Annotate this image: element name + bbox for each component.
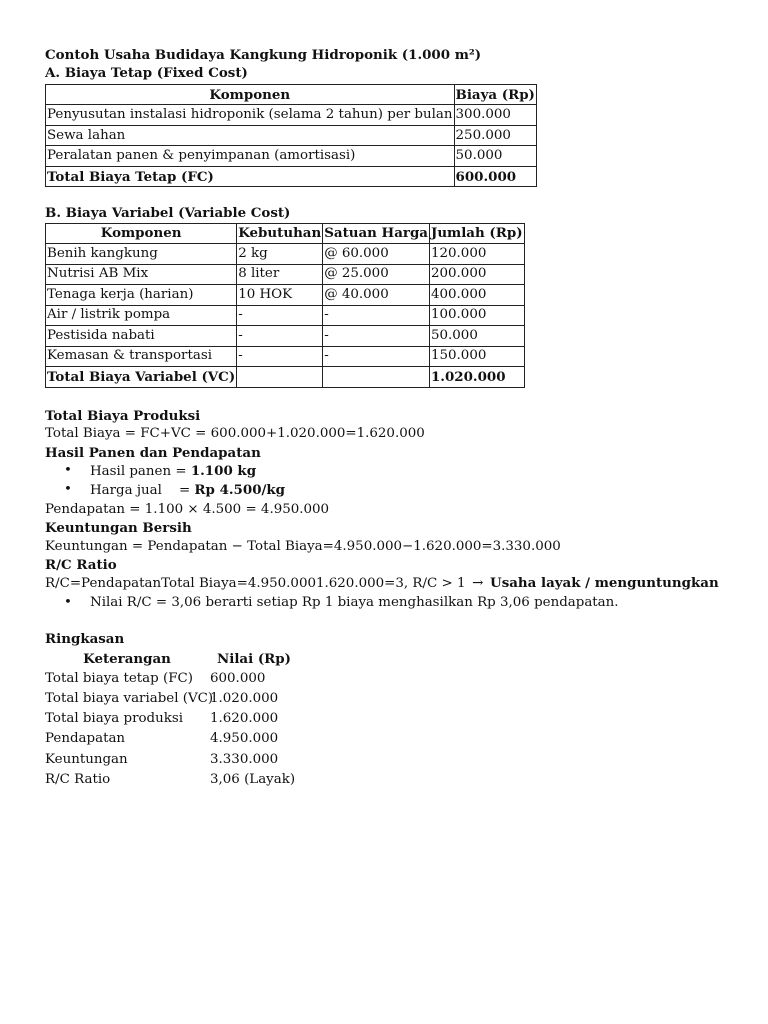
table-cell: - xyxy=(323,326,430,347)
summary-row xyxy=(45,770,735,790)
table-cell: - xyxy=(323,305,430,326)
rc-note-list xyxy=(45,594,735,612)
summary-label: R/C Ratio xyxy=(45,771,111,787)
table-row xyxy=(46,326,525,347)
profit-formula: Keuntungan = Pendapatan − Total Biaya=4.950.000−1.620.000=3.330.000 xyxy=(45,538,561,554)
production-cost-formula: Total Biaya = FC+VC = 600.000+1.020.000=1.620.000 xyxy=(45,426,425,442)
table-cell: - xyxy=(323,346,430,367)
column-header: Nilai (Rp) xyxy=(217,650,292,667)
table-cell: Air / listrik pompa xyxy=(46,305,237,326)
table-cell: 600.000 xyxy=(454,166,536,187)
table-row xyxy=(46,125,537,146)
fixed-cost-table xyxy=(45,84,537,188)
variable-cost-heading: B. Biaya Variabel (Variable Cost) xyxy=(45,205,291,222)
table-cell: Benih kangkung xyxy=(46,244,237,265)
column-header: Satuan Harga xyxy=(323,223,430,244)
column-header: Keterangan xyxy=(83,650,171,667)
summary-label: Total biaya tetap (FC) xyxy=(45,670,193,686)
table-cell: @ 40.000 xyxy=(323,285,430,306)
summary-row xyxy=(45,669,735,689)
summary-label: Total biaya variabel (VC) xyxy=(45,690,214,706)
yield-label: Hasil panen = xyxy=(90,463,191,479)
harvest-heading: Hasil Panen dan Pendapatan xyxy=(45,444,261,461)
table-cell: - xyxy=(237,305,323,326)
rc-ratio-verdict: Usaha layak / menguntungkan xyxy=(490,575,719,592)
summary-row xyxy=(45,689,735,709)
table-cell: Peralatan panen & penyimpanan (amortisasi) xyxy=(46,146,455,167)
table-header-row xyxy=(46,223,525,244)
summary-table xyxy=(45,649,735,790)
table-cell: Kemasan & transportasi xyxy=(46,346,237,367)
table-cell: 400.000 xyxy=(429,285,524,306)
summary-value: 4.950.000 xyxy=(210,731,279,747)
rc-ratio-formula: R/C=PendapatanTotal Biaya=4.950.0001.620.000=3, R/C > 1 xyxy=(45,576,466,592)
summary-value: 1.020.000 xyxy=(210,690,279,706)
column-header: Jumlah (Rp) xyxy=(429,223,524,244)
table-row xyxy=(46,346,525,367)
table-row xyxy=(46,244,525,265)
summary-value: 3.330.000 xyxy=(210,751,279,767)
table-cell: Nutrisi AB Mix xyxy=(46,264,237,285)
table-cell: 1.020.000 xyxy=(429,367,524,388)
table-cell xyxy=(323,367,430,388)
table-row xyxy=(46,264,525,285)
table-header-row xyxy=(46,84,537,105)
table-cell xyxy=(237,367,323,388)
summary-value: 3,06 (Layak) xyxy=(210,771,296,787)
table-cell: Tenaga kerja (harian) xyxy=(46,285,237,306)
arrow-right-icon: → xyxy=(472,576,484,592)
summary-row xyxy=(45,709,735,729)
rc-ratio-heading: R/C Ratio xyxy=(45,556,117,573)
list-item xyxy=(45,481,735,500)
table-cell: - xyxy=(237,326,323,347)
summary-heading: Ringkasan xyxy=(45,631,125,648)
table-cell: 120.000 xyxy=(429,244,524,265)
column-header: Biaya (Rp) xyxy=(454,84,536,105)
table-cell: 150.000 xyxy=(429,346,524,367)
table-cell: 250.000 xyxy=(454,125,536,146)
column-header: Komponen xyxy=(46,223,237,244)
table-cell: @ 60.000 xyxy=(323,244,430,265)
table-cell: - xyxy=(237,346,323,367)
yield-value: 1.100 kg xyxy=(190,462,257,479)
table-cell: 2 kg xyxy=(237,244,323,265)
table-cell: 50.000 xyxy=(454,146,536,167)
table-cell: 10 HOK xyxy=(237,285,323,306)
fixed-cost-heading: A. Biaya Tetap (Fixed Cost) xyxy=(45,65,248,82)
list-item xyxy=(45,462,735,481)
table-row xyxy=(46,305,525,326)
table-cell: Pestisida nabati xyxy=(46,326,237,347)
price-value: Rp 4.500/kg xyxy=(194,482,286,499)
table-cell: Sewa lahan xyxy=(46,125,455,146)
harvest-list xyxy=(45,462,735,501)
table-cell: 50.000 xyxy=(429,326,524,347)
table-cell: Total Biaya Tetap (FC) xyxy=(46,166,455,187)
table-cell: Penyusutan instalasi hidroponik (selama 2 tahun) per bulan xyxy=(46,105,455,126)
document-title: Contoh Usaha Budidaya Kangkung Hidroponik (1.000 m²) xyxy=(45,47,482,63)
table-row xyxy=(46,146,537,167)
table-row xyxy=(46,285,525,306)
summary-header-row xyxy=(45,649,735,669)
summary-label: Keuntungan xyxy=(45,751,128,767)
variable-cost-table xyxy=(45,223,525,388)
table-total-row xyxy=(46,166,537,187)
table-total-row xyxy=(46,367,525,388)
price-label: Harga jual = xyxy=(90,483,195,499)
profit-heading: Keuntungan Bersih xyxy=(45,520,192,537)
column-header: Komponen xyxy=(46,84,455,105)
column-header: Kebutuhan xyxy=(237,223,323,244)
summary-value: 600.000 xyxy=(210,670,266,686)
production-cost-heading: Total Biaya Produksi xyxy=(45,407,201,424)
table-cell: 8 liter xyxy=(237,264,323,285)
summary-label: Pendapatan xyxy=(45,731,126,747)
summary-value: 1.620.000 xyxy=(210,711,279,727)
table-cell: @ 25.000 xyxy=(323,264,430,285)
table-row xyxy=(46,105,537,126)
summary-label: Total biaya produksi xyxy=(45,711,183,727)
summary-row xyxy=(45,729,735,749)
rc-ratio-line xyxy=(45,574,735,593)
revenue-formula: Pendapatan = 1.100 × 4.500 = 4.950.000 xyxy=(45,501,330,517)
list-item: • Nilai R/C = 3,06 berarti setiap Rp 1 biaya menghasilkan Rp 3,06 pendapatan. xyxy=(45,594,735,612)
table-cell: Total Biaya Variabel (VC) xyxy=(46,367,237,388)
summary-row xyxy=(45,750,735,770)
table-cell: 100.000 xyxy=(429,305,524,326)
table-cell: 300.000 xyxy=(454,105,536,126)
table-cell: 200.000 xyxy=(429,264,524,285)
document-page xyxy=(45,46,735,790)
